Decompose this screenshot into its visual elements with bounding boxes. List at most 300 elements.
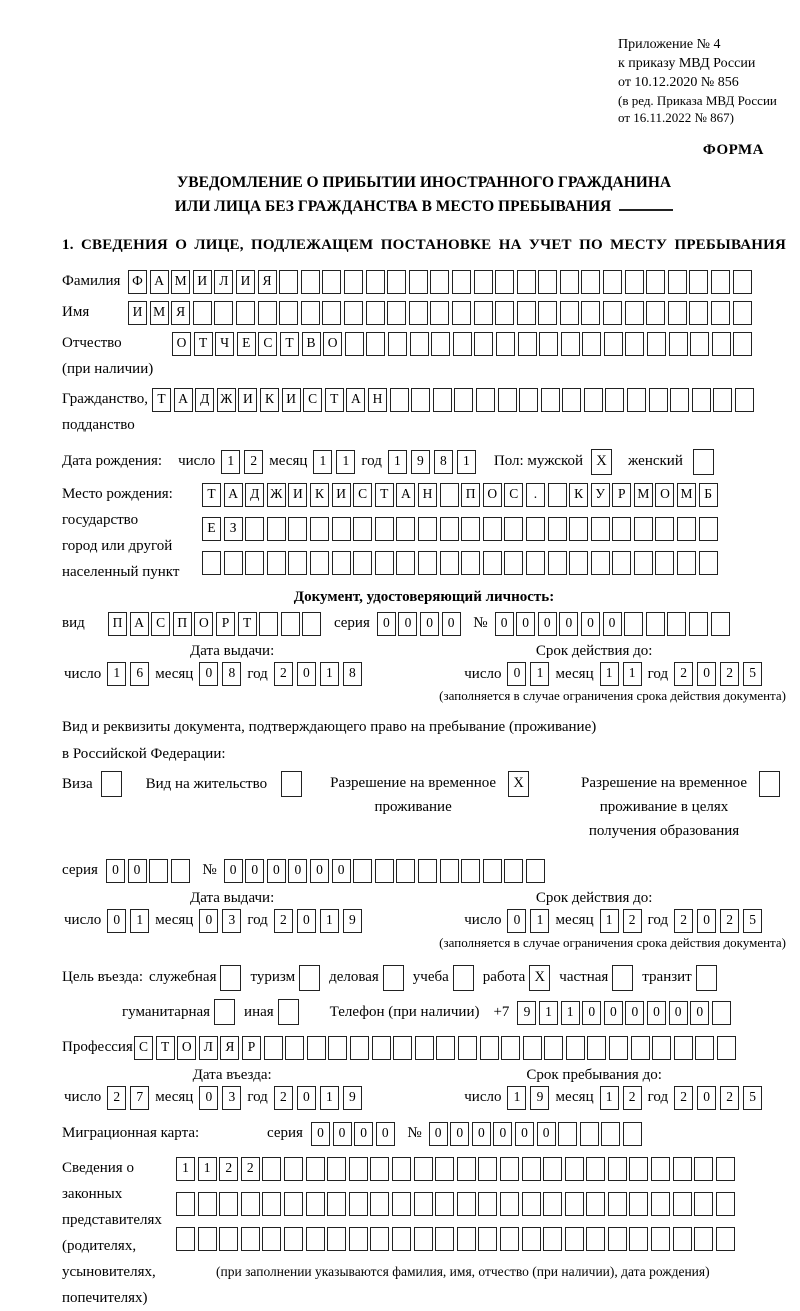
char-cell[interactable]	[603, 270, 622, 294]
char-cell[interactable]	[498, 388, 517, 412]
char-cell[interactable]: И	[282, 388, 301, 412]
char-cell[interactable]: Т	[202, 483, 221, 507]
char-cell[interactable]	[548, 483, 567, 507]
char-cell[interactable]	[392, 1227, 411, 1251]
char-cell[interactable]: И	[238, 388, 257, 412]
date-year-cell[interactable]: 5	[743, 1086, 762, 1110]
char-cell[interactable]	[504, 859, 523, 883]
char-cell[interactable]	[396, 859, 415, 883]
char-cell[interactable]: 0	[582, 1001, 601, 1025]
char-cell[interactable]	[430, 270, 449, 294]
char-cell[interactable]	[668, 301, 687, 325]
char-cell[interactable]	[689, 301, 708, 325]
char-cell[interactable]	[523, 1036, 542, 1060]
char-cell[interactable]	[500, 1192, 519, 1216]
char-cell[interactable]	[612, 551, 631, 575]
char-cell[interactable]: 1	[176, 1157, 195, 1181]
char-cell[interactable]	[587, 1036, 606, 1060]
char-cell[interactable]	[310, 551, 329, 575]
date-year-cell[interactable]: 1	[320, 909, 339, 933]
char-cell[interactable]	[694, 1227, 713, 1251]
char-cell[interactable]	[370, 1192, 389, 1216]
char-cell[interactable]	[629, 1192, 648, 1216]
char-cell[interactable]	[301, 301, 320, 325]
char-cell[interactable]: А	[396, 483, 415, 507]
date-year-cell[interactable]: 2	[674, 1086, 693, 1110]
char-cell[interactable]	[669, 332, 688, 356]
char-cell[interactable]: Е	[202, 517, 221, 541]
char-cell[interactable]: К	[260, 388, 279, 412]
char-cell[interactable]	[565, 1157, 584, 1181]
char-cell[interactable]	[495, 270, 514, 294]
char-cell[interactable]: Н	[418, 483, 437, 507]
purpose-option-checkbox[interactable]	[299, 965, 320, 991]
char-cell[interactable]	[198, 1227, 217, 1251]
char-cell[interactable]: 2	[241, 1157, 260, 1181]
char-cell[interactable]	[344, 270, 363, 294]
char-cell[interactable]	[431, 332, 450, 356]
char-cell[interactable]	[651, 1192, 670, 1216]
char-cell[interactable]	[267, 551, 286, 575]
char-cell[interactable]	[677, 517, 696, 541]
char-cell[interactable]	[418, 551, 437, 575]
char-cell[interactable]	[625, 270, 644, 294]
purpose-option-checkbox[interactable]: X	[529, 965, 550, 991]
char-cell[interactable]	[457, 1157, 476, 1181]
char-cell[interactable]: В	[302, 332, 321, 356]
visa-checkbox[interactable]	[101, 771, 122, 797]
char-cell[interactable]	[668, 270, 687, 294]
char-cell[interactable]: 0	[106, 859, 125, 883]
char-cell[interactable]: М	[634, 483, 653, 507]
char-cell[interactable]	[624, 612, 643, 636]
char-cell[interactable]: П	[108, 612, 127, 636]
char-cell[interactable]	[634, 517, 653, 541]
char-cell[interactable]	[673, 1192, 692, 1216]
char-cell[interactable]	[569, 551, 588, 575]
char-cell[interactable]: 0	[376, 1122, 395, 1146]
char-cell[interactable]	[353, 551, 372, 575]
char-cell[interactable]: 0	[515, 1122, 534, 1146]
char-cell[interactable]	[483, 517, 502, 541]
char-cell[interactable]	[279, 270, 298, 294]
char-cell[interactable]	[673, 1157, 692, 1181]
char-cell[interactable]	[538, 270, 557, 294]
char-cell[interactable]	[670, 388, 689, 412]
char-cell[interactable]: И	[128, 301, 147, 325]
date-month-cell[interactable]: 0	[199, 662, 218, 686]
char-cell[interactable]	[733, 301, 752, 325]
char-cell[interactable]	[560, 301, 579, 325]
char-cell[interactable]	[716, 1157, 735, 1181]
char-cell[interactable]	[411, 388, 430, 412]
date-year-cell[interactable]: 0	[297, 662, 316, 686]
char-cell[interactable]	[366, 332, 385, 356]
date-year-cell[interactable]: 0	[297, 1086, 316, 1110]
date-year-cell[interactable]: 2	[720, 909, 739, 933]
purpose-option-checkbox[interactable]	[214, 999, 235, 1025]
char-cell[interactable]	[281, 612, 300, 636]
date-day-cell[interactable]: 2	[244, 450, 263, 474]
char-cell[interactable]: 0	[267, 859, 286, 883]
char-cell[interactable]	[581, 270, 600, 294]
char-cell[interactable]: Ж	[267, 483, 286, 507]
date-year-cell[interactable]: 2	[274, 1086, 293, 1110]
char-cell[interactable]	[519, 388, 538, 412]
char-cell[interactable]	[322, 270, 341, 294]
char-cell[interactable]	[695, 1036, 714, 1060]
char-cell[interactable]	[307, 1036, 326, 1060]
char-cell[interactable]	[375, 517, 394, 541]
char-cell[interactable]	[565, 1227, 584, 1251]
char-cell[interactable]	[646, 301, 665, 325]
char-cell[interactable]	[396, 551, 415, 575]
char-cell[interactable]	[366, 270, 385, 294]
char-cell[interactable]	[541, 388, 560, 412]
char-cell[interactable]	[495, 301, 514, 325]
char-cell[interactable]	[591, 551, 610, 575]
char-cell[interactable]	[349, 1192, 368, 1216]
char-cell[interactable]	[224, 551, 243, 575]
char-cell[interactable]: 0	[581, 612, 600, 636]
char-cell[interactable]	[651, 1157, 670, 1181]
char-cell[interactable]	[518, 332, 537, 356]
char-cell[interactable]: Н	[368, 388, 387, 412]
char-cell[interactable]: О	[323, 332, 342, 356]
char-cell[interactable]	[580, 1122, 599, 1146]
char-cell[interactable]	[454, 388, 473, 412]
date-month-cell[interactable]: 1	[623, 662, 642, 686]
date-month-cell[interactable]: 0	[199, 1086, 218, 1110]
char-cell[interactable]	[483, 859, 502, 883]
char-cell[interactable]: Т	[375, 483, 394, 507]
char-cell[interactable]	[711, 270, 730, 294]
date-day-cell[interactable]: 7	[130, 1086, 149, 1110]
char-cell[interactable]: 0	[647, 1001, 666, 1025]
char-cell[interactable]	[673, 1227, 692, 1251]
char-cell[interactable]: С	[504, 483, 523, 507]
date-month-cell[interactable]: 1	[313, 450, 332, 474]
char-cell[interactable]	[677, 551, 696, 575]
char-cell[interactable]	[241, 1227, 260, 1251]
date-day-cell[interactable]: 9	[530, 1086, 549, 1110]
char-cell[interactable]	[591, 517, 610, 541]
char-cell[interactable]	[604, 332, 623, 356]
date-year-cell[interactable]: 1	[320, 1086, 339, 1110]
char-cell[interactable]: А	[150, 270, 169, 294]
char-cell[interactable]	[646, 612, 665, 636]
char-cell[interactable]: Д	[195, 388, 214, 412]
date-day-cell[interactable]: 0	[507, 909, 526, 933]
char-cell[interactable]	[267, 517, 286, 541]
char-cell[interactable]	[634, 551, 653, 575]
char-cell[interactable]	[631, 1036, 650, 1060]
char-cell[interactable]: Р	[612, 483, 631, 507]
char-cell[interactable]	[392, 1157, 411, 1181]
char-cell[interactable]	[612, 517, 631, 541]
char-cell[interactable]	[285, 1036, 304, 1060]
char-cell[interactable]	[284, 1227, 303, 1251]
char-cell[interactable]: 0	[493, 1122, 512, 1146]
char-cell[interactable]	[548, 551, 567, 575]
date-day-cell[interactable]: 0	[107, 909, 126, 933]
char-cell[interactable]: К	[310, 483, 329, 507]
char-cell[interactable]	[699, 517, 718, 541]
char-cell[interactable]	[264, 1036, 283, 1060]
date-year-cell[interactable]: 2	[274, 662, 293, 686]
residence-permit-checkbox[interactable]	[281, 771, 302, 797]
char-cell[interactable]: Л	[214, 270, 233, 294]
char-cell[interactable]: 0	[377, 612, 396, 636]
char-cell[interactable]	[562, 388, 581, 412]
char-cell[interactable]	[328, 1036, 347, 1060]
char-cell[interactable]	[388, 332, 407, 356]
char-cell[interactable]	[526, 517, 545, 541]
char-cell[interactable]	[716, 1192, 735, 1216]
char-cell[interactable]: 0	[690, 1001, 709, 1025]
char-cell[interactable]: Я	[171, 301, 190, 325]
char-cell[interactable]: 1	[198, 1157, 217, 1181]
char-cell[interactable]	[262, 1157, 281, 1181]
char-cell[interactable]	[586, 1192, 605, 1216]
date-year-cell[interactable]: 9	[343, 909, 362, 933]
char-cell[interactable]	[306, 1157, 325, 1181]
char-cell[interactable]: А	[224, 483, 243, 507]
char-cell[interactable]: .	[526, 483, 545, 507]
char-cell[interactable]	[569, 517, 588, 541]
char-cell[interactable]	[560, 270, 579, 294]
char-cell[interactable]	[651, 1227, 670, 1251]
char-cell[interactable]: А	[174, 388, 193, 412]
char-cell[interactable]	[608, 1227, 627, 1251]
char-cell[interactable]	[435, 1157, 454, 1181]
date-month-cell[interactable]: 8	[222, 662, 241, 686]
char-cell[interactable]: 0	[332, 859, 351, 883]
date-month-cell[interactable]: 1	[600, 909, 619, 933]
char-cell[interactable]	[538, 301, 557, 325]
char-cell[interactable]	[306, 1227, 325, 1251]
char-cell[interactable]	[625, 301, 644, 325]
date-month-cell[interactable]: 3	[222, 909, 241, 933]
char-cell[interactable]	[435, 1192, 454, 1216]
char-cell[interactable]	[699, 551, 718, 575]
date-year-cell[interactable]: 1	[388, 450, 407, 474]
char-cell[interactable]	[457, 1227, 476, 1251]
date-day-cell[interactable]: 1	[130, 909, 149, 933]
char-cell[interactable]	[522, 1192, 541, 1216]
char-cell[interactable]	[582, 332, 601, 356]
char-cell[interactable]	[193, 301, 212, 325]
char-cell[interactable]	[259, 612, 278, 636]
char-cell[interactable]: 0	[538, 612, 557, 636]
char-cell[interactable]: Ф	[128, 270, 147, 294]
char-cell[interactable]	[584, 388, 603, 412]
char-cell[interactable]	[375, 859, 394, 883]
char-cell[interactable]	[733, 332, 752, 356]
char-cell[interactable]	[522, 1227, 541, 1251]
char-cell[interactable]	[350, 1036, 369, 1060]
char-cell[interactable]	[483, 551, 502, 575]
date-month-cell[interactable]: 2	[623, 909, 642, 933]
char-cell[interactable]: 0	[288, 859, 307, 883]
char-cell[interactable]	[689, 612, 708, 636]
char-cell[interactable]	[689, 270, 708, 294]
char-cell[interactable]: Т	[152, 388, 171, 412]
char-cell[interactable]	[396, 517, 415, 541]
char-cell[interactable]	[474, 301, 493, 325]
char-cell[interactable]	[366, 301, 385, 325]
char-cell[interactable]	[603, 301, 622, 325]
char-cell[interactable]	[387, 301, 406, 325]
char-cell[interactable]	[176, 1227, 195, 1251]
char-cell[interactable]: О	[177, 1036, 196, 1060]
char-cell[interactable]	[461, 859, 480, 883]
char-cell[interactable]	[690, 332, 709, 356]
date-year-cell[interactable]: 2	[674, 662, 693, 686]
char-cell[interactable]	[262, 1227, 281, 1251]
char-cell[interactable]: А	[130, 612, 149, 636]
char-cell[interactable]	[214, 301, 233, 325]
char-cell[interactable]	[440, 517, 459, 541]
char-cell[interactable]	[410, 332, 429, 356]
char-cell[interactable]	[735, 388, 754, 412]
char-cell[interactable]: 0	[333, 1122, 352, 1146]
char-cell[interactable]	[543, 1157, 562, 1181]
char-cell[interactable]	[279, 301, 298, 325]
char-cell[interactable]: О	[655, 483, 674, 507]
char-cell[interactable]	[605, 388, 624, 412]
char-cell[interactable]	[241, 1192, 260, 1216]
char-cell[interactable]	[414, 1192, 433, 1216]
char-cell[interactable]	[646, 270, 665, 294]
char-cell[interactable]	[452, 301, 471, 325]
char-cell[interactable]	[332, 551, 351, 575]
char-cell[interactable]	[390, 388, 409, 412]
char-cell[interactable]	[474, 332, 493, 356]
char-cell[interactable]: 0	[603, 612, 622, 636]
char-cell[interactable]	[655, 517, 674, 541]
char-cell[interactable]	[458, 1036, 477, 1060]
purpose-option-checkbox[interactable]	[278, 999, 299, 1025]
char-cell[interactable]: 0	[669, 1001, 688, 1025]
char-cell[interactable]	[712, 332, 731, 356]
char-cell[interactable]	[667, 612, 686, 636]
char-cell[interactable]: Я	[220, 1036, 239, 1060]
char-cell[interactable]	[301, 270, 320, 294]
char-cell[interactable]	[478, 1157, 497, 1181]
char-cell[interactable]	[440, 483, 459, 507]
char-cell[interactable]	[327, 1192, 346, 1216]
char-cell[interactable]	[474, 270, 493, 294]
char-cell[interactable]	[565, 1192, 584, 1216]
char-cell[interactable]: 0	[311, 1122, 330, 1146]
char-cell[interactable]	[453, 332, 472, 356]
char-cell[interactable]	[548, 517, 567, 541]
char-cell[interactable]	[415, 1036, 434, 1060]
char-cell[interactable]: Т	[194, 332, 213, 356]
purpose-option-checkbox[interactable]	[612, 965, 633, 991]
char-cell[interactable]	[344, 301, 363, 325]
char-cell[interactable]	[496, 332, 515, 356]
char-cell[interactable]	[409, 270, 428, 294]
char-cell[interactable]	[332, 517, 351, 541]
char-cell[interactable]	[435, 1227, 454, 1251]
char-cell[interactable]	[392, 1192, 411, 1216]
date-year-cell[interactable]: 2	[720, 662, 739, 686]
char-cell[interactable]: М	[677, 483, 696, 507]
char-cell[interactable]	[461, 551, 480, 575]
date-day-cell[interactable]: 0	[507, 662, 526, 686]
char-cell[interactable]: И	[236, 270, 255, 294]
char-cell[interactable]	[716, 1227, 735, 1251]
char-cell[interactable]: К	[569, 483, 588, 507]
char-cell[interactable]: 0	[472, 1122, 491, 1146]
char-cell[interactable]	[327, 1227, 346, 1251]
date-year-cell[interactable]: 1	[457, 450, 476, 474]
char-cell[interactable]	[543, 1227, 562, 1251]
char-cell[interactable]	[586, 1157, 605, 1181]
char-cell[interactable]	[288, 551, 307, 575]
date-year-cell[interactable]: 2	[720, 1086, 739, 1110]
char-cell[interactable]: 0	[442, 612, 461, 636]
char-cell[interactable]: М	[171, 270, 190, 294]
char-cell[interactable]	[500, 1157, 519, 1181]
char-cell[interactable]	[414, 1157, 433, 1181]
char-cell[interactable]	[393, 1036, 412, 1060]
char-cell[interactable]	[566, 1036, 585, 1060]
char-cell[interactable]	[501, 1036, 520, 1060]
char-cell[interactable]: Ч	[215, 332, 234, 356]
char-cell[interactable]	[349, 1227, 368, 1251]
char-cell[interactable]: Т	[325, 388, 344, 412]
char-cell[interactable]	[711, 301, 730, 325]
char-cell[interactable]	[692, 388, 711, 412]
date-day-cell[interactable]: 1	[507, 1086, 526, 1110]
char-cell[interactable]: 0	[559, 612, 578, 636]
char-cell[interactable]: О	[194, 612, 213, 636]
char-cell[interactable]	[652, 1036, 671, 1060]
date-year-cell[interactable]: 5	[743, 662, 762, 686]
char-cell[interactable]: 0	[516, 612, 535, 636]
char-cell[interactable]	[461, 517, 480, 541]
char-cell[interactable]: И	[193, 270, 212, 294]
date-day-cell[interactable]: 1	[530, 909, 549, 933]
char-cell[interactable]: 0	[224, 859, 243, 883]
date-day-cell[interactable]: 1	[221, 450, 240, 474]
char-cell[interactable]	[149, 859, 168, 883]
char-cell[interactable]	[713, 388, 732, 412]
char-cell[interactable]: Б	[699, 483, 718, 507]
char-cell[interactable]	[712, 1001, 731, 1025]
char-cell[interactable]: И	[288, 483, 307, 507]
char-cell[interactable]: 0	[604, 1001, 623, 1025]
char-cell[interactable]	[310, 517, 329, 541]
date-month-cell[interactable]: 1	[600, 662, 619, 686]
char-cell[interactable]: 0	[128, 859, 147, 883]
char-cell[interactable]	[288, 517, 307, 541]
date-year-cell[interactable]: 2	[674, 909, 693, 933]
char-cell[interactable]	[629, 1157, 648, 1181]
char-cell[interactable]: Ж	[217, 388, 236, 412]
char-cell[interactable]	[171, 859, 190, 883]
char-cell[interactable]	[601, 1122, 620, 1146]
char-cell[interactable]	[581, 301, 600, 325]
char-cell[interactable]	[349, 1157, 368, 1181]
char-cell[interactable]	[625, 332, 644, 356]
char-cell[interactable]	[387, 270, 406, 294]
char-cell[interactable]: Е	[237, 332, 256, 356]
char-cell[interactable]	[375, 551, 394, 575]
